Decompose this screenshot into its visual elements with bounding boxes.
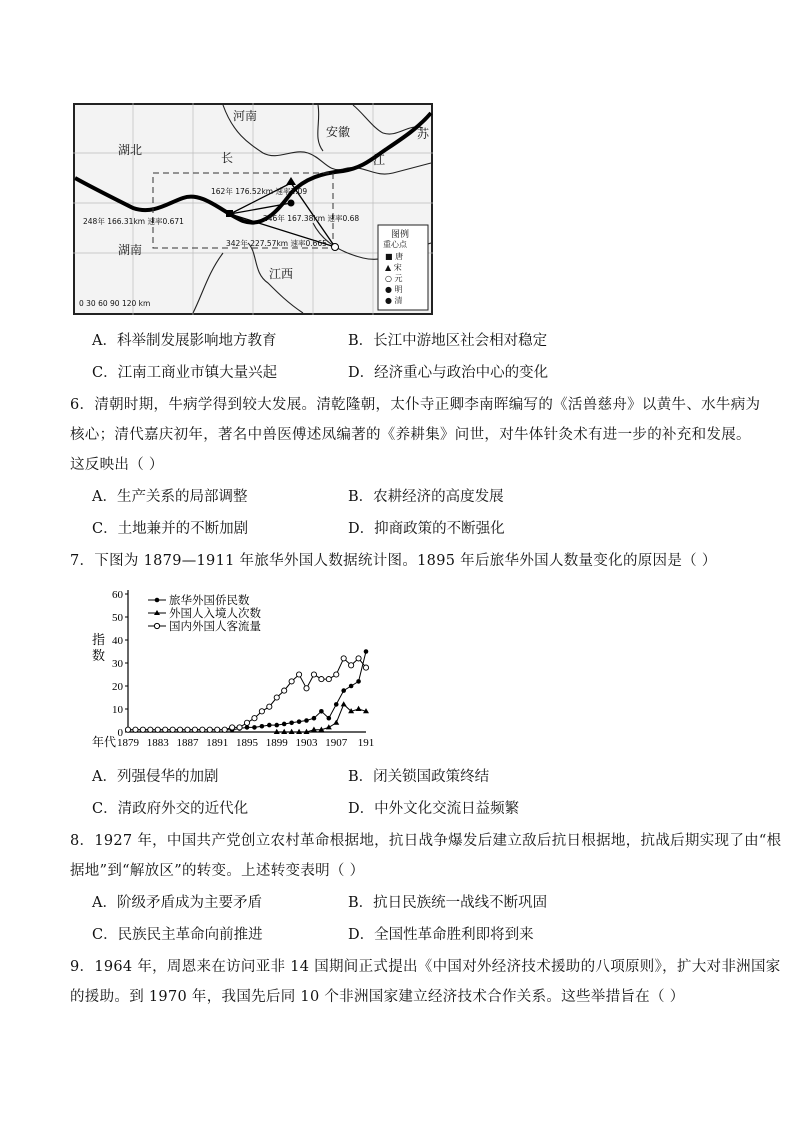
- map-label-chang: 长: [221, 151, 234, 165]
- map-image: [73, 103, 433, 315]
- legend-item: [385, 284, 403, 295]
- legend-label: 外国人入境人次数: [169, 608, 261, 620]
- y-tick-label: 0: [117, 727, 123, 739]
- q8-option-a: A．阶级矛盾成为主要矛盾: [92, 895, 262, 911]
- data-point: [304, 686, 309, 691]
- map-legend-items: [385, 251, 403, 306]
- data-point: [282, 688, 287, 693]
- data-point: [133, 727, 138, 732]
- data-point: [148, 727, 153, 732]
- data-point: [341, 656, 346, 661]
- data-point: [349, 684, 354, 689]
- data-point: [215, 727, 220, 732]
- data-point: [140, 727, 145, 732]
- data-point: [364, 649, 369, 654]
- legend-label: 国内外国人客流量: [169, 621, 261, 633]
- legend-marker: [155, 598, 160, 603]
- data-point: [349, 663, 354, 668]
- x-tick-label: 1903: [295, 737, 318, 749]
- legend-symbol: ■: [385, 252, 393, 261]
- data-point: [311, 727, 317, 732]
- historical-map-figure: [73, 103, 433, 315]
- map-label-anhui: 安徽: [326, 125, 351, 139]
- y-tick-label: 30: [112, 658, 123, 670]
- legend-marker: [154, 623, 159, 628]
- legend-label: 旅华外国侨民数: [169, 595, 250, 607]
- map-label-hubei: 湖北: [118, 143, 143, 157]
- legend-label: 宋: [393, 263, 402, 272]
- legend-item: [385, 262, 403, 273]
- x-tick-label: 1891: [206, 737, 229, 749]
- data-point: [333, 720, 339, 725]
- data-point: [259, 709, 264, 714]
- q5-option-a: A．科举制发展影响地方教育: [92, 333, 277, 349]
- q6-option-d: D．抑商政策的不断强化: [348, 521, 505, 537]
- legend-symbol: ●: [385, 285, 392, 294]
- legend-label: 唐: [395, 252, 404, 261]
- data-point: [125, 727, 130, 732]
- legend-label: 元: [394, 274, 403, 283]
- y-tick-label: 50: [112, 612, 123, 624]
- q8-option-c: C．民族民主革命向前推进: [92, 927, 263, 943]
- y-axis-label: 指: [92, 632, 106, 647]
- data-point: [334, 702, 339, 707]
- data-point: [296, 672, 301, 677]
- data-point: [274, 723, 279, 728]
- q9-stem-line: 9．1964 年，周恩来在访问亚非 14 国期间正式提出《中国对外经济技术援助的八项原则》，扩大对非洲国家: [70, 959, 781, 975]
- data-point: [341, 701, 347, 706]
- data-point: [274, 695, 279, 700]
- y-axis-label: 数: [92, 648, 106, 663]
- data-point: [311, 672, 316, 677]
- q9-stem-line: 的援助。到 1970 年，我国先后同 10 个非洲国家建立经济技术合作关系。这些举措旨在（ ）: [70, 989, 685, 1005]
- data-point: [252, 716, 257, 721]
- q7-option-c: C．清政府外交的近代化: [92, 801, 249, 817]
- legend-symbol: ●: [385, 296, 392, 305]
- q5-option-c: C．江南工商业市镇大量兴起: [92, 365, 278, 381]
- map-legend-title: 图例: [391, 230, 410, 240]
- q6-option-c: C．土地兼并的不断加剧: [92, 521, 249, 537]
- map-label-jiang: 江: [373, 153, 386, 167]
- data-point: [326, 677, 331, 682]
- map-legend-subtitle: 重心点: [383, 240, 407, 249]
- visitor-line-chart: [86, 584, 376, 752]
- data-point: [289, 721, 294, 726]
- data-point: [237, 725, 242, 730]
- legend-item: [385, 273, 403, 284]
- data-point: [356, 656, 361, 661]
- y-tick-label: 60: [112, 589, 123, 601]
- q8-stem-line: 8．1927 年，中国共产党创立农村革命根据地，抗日战争爆发后建立敌后抗日根据地，抗战后期实现了由“根: [70, 833, 782, 849]
- x-tick-label: 1907: [325, 737, 348, 749]
- legend-label: 清: [394, 296, 403, 305]
- data-point: [267, 723, 272, 728]
- map-route-label: 162年 176.52km 速率1.09: [211, 187, 308, 196]
- data-point: [304, 718, 309, 723]
- data-point: [200, 727, 205, 732]
- data-point: [289, 679, 294, 684]
- data-point: [222, 727, 227, 732]
- x-tick-label: 1887: [176, 737, 199, 749]
- data-point: [312, 716, 317, 721]
- y-tick-label: 10: [112, 704, 123, 716]
- data-point: [363, 665, 368, 670]
- q7-option-d: D．中外文化交流日益频繁: [348, 801, 520, 817]
- data-point: [252, 725, 257, 730]
- x-tick-label: 1883: [146, 737, 169, 749]
- q7-option-b: B．闭关锁国政策终结: [348, 769, 490, 785]
- legend-item: [385, 295, 403, 306]
- q8-option-b: B．抗日民族统一战线不断巩固: [348, 895, 548, 911]
- data-point: [341, 688, 346, 693]
- data-point: [170, 727, 175, 732]
- data-point: [297, 719, 302, 724]
- data-point: [207, 727, 212, 732]
- data-point: [230, 725, 235, 730]
- data-point: [192, 727, 197, 732]
- map-route-label: 248年 166.31km 速率0.671: [83, 217, 184, 226]
- x-tick-label: 1879: [117, 737, 139, 749]
- q5-option-b: B．长江中游地区社会相对稳定: [348, 333, 548, 349]
- legend-symbol: ▲: [385, 263, 392, 272]
- legend-item: [385, 251, 403, 262]
- data-point: [260, 724, 265, 729]
- data-point: [163, 727, 168, 732]
- data-point: [244, 720, 249, 725]
- q6-stem-line: 这反映出（ ）: [70, 457, 164, 473]
- data-point: [327, 716, 332, 721]
- x-tick-label: 1899: [265, 737, 288, 749]
- data-point: [356, 679, 361, 684]
- data-point: [282, 722, 287, 727]
- data-point: [326, 724, 332, 729]
- map-scale: 0 30 60 90 120 km: [79, 299, 151, 308]
- map-route-label: 342年 227.57km 速率0.665: [226, 239, 327, 248]
- data-point: [177, 727, 182, 732]
- y-tick-label: 40: [112, 635, 123, 647]
- data-point: [185, 727, 190, 732]
- legend-label: 明: [394, 285, 403, 294]
- legend-symbol: ○: [385, 274, 392, 283]
- q6-stem-line: 核心；清代嘉庆初年，著名中兽医傅述凤编著的《养耕集》问世，对牛体针灸术有进一步的补充和发展。: [70, 427, 751, 443]
- map-label-jiangxi: 江西: [269, 267, 294, 281]
- x-tick-label: 191: [357, 737, 375, 749]
- data-point: [319, 709, 324, 714]
- q5-option-d: D．经济重心与政治中心的变化: [348, 365, 549, 381]
- q8-stem-line: 据地”到“解放区”的转变。上述转变表明（ ）: [70, 863, 365, 879]
- data-point: [356, 706, 362, 711]
- q6-option-b: B．农耕经济的高度发展: [348, 489, 504, 505]
- y-tick-label: 20: [112, 681, 123, 693]
- data-point: [334, 672, 339, 677]
- map-route-label: 246年 167.38km 速率0.68: [263, 214, 360, 223]
- q6-option-a: A．生产关系的局部调整: [92, 489, 248, 505]
- map-label-henan: 河南: [233, 109, 258, 123]
- chart-svg: [86, 584, 376, 752]
- q6-stem-line: 6．清朝时期，牛病学得到较大发展。清乾隆朝，太仆寺正卿李南晖编写的《活兽慈舟》以黄牛、水牛病为: [70, 397, 761, 413]
- q7-stem-line: 7．下图为 1879—1911 年旅华外国人数据统计图。1895 年后旅华外国人数量变化的原因是（ ）: [70, 553, 717, 569]
- map-label-su: 苏: [417, 127, 430, 141]
- map-label-hunan: 湖南: [118, 243, 143, 257]
- x-axis-label: 年代: [92, 735, 117, 749]
- data-point: [155, 727, 160, 732]
- data-point: [267, 704, 272, 709]
- q8-option-d: D．全国性革命胜利即将到来: [348, 927, 534, 943]
- q7-option-a: A．列强侵华的加剧: [92, 769, 219, 785]
- data-point: [319, 677, 324, 682]
- x-tick-label: 1895: [236, 737, 258, 749]
